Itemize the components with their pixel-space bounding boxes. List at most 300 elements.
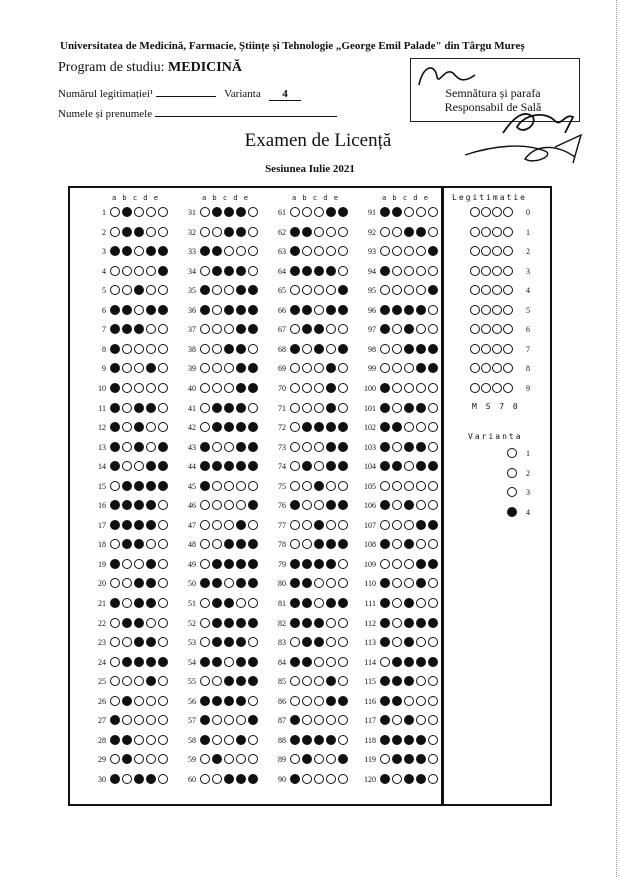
answer-bubble[interactable] (290, 559, 300, 569)
answer-bubble[interactable] (248, 735, 258, 745)
answer-bubble[interactable] (416, 442, 426, 452)
answer-bubble[interactable] (290, 207, 300, 217)
answer-bubble[interactable] (416, 383, 426, 393)
answer-bubble[interactable] (158, 618, 168, 628)
answer-bubble[interactable] (134, 618, 144, 628)
answer-bubble[interactable] (314, 403, 324, 413)
answer-bubble[interactable] (146, 774, 156, 784)
answer-bubble[interactable] (392, 774, 402, 784)
answer-bubble[interactable] (302, 481, 312, 491)
legitimation-bubble[interactable] (492, 324, 502, 334)
answer-bubble[interactable] (122, 559, 132, 569)
legitimation-bubble[interactable] (481, 344, 491, 354)
legitimation-bubble[interactable] (481, 227, 491, 237)
answer-bubble[interactable] (416, 344, 426, 354)
answer-bubble[interactable] (236, 481, 246, 491)
answer-bubble[interactable] (212, 422, 222, 432)
answer-bubble[interactable] (392, 657, 402, 667)
answer-bubble[interactable] (302, 383, 312, 393)
answer-bubble[interactable] (416, 403, 426, 413)
answer-bubble[interactable] (110, 207, 120, 217)
answer-bubble[interactable] (416, 305, 426, 315)
answer-bubble[interactable] (224, 618, 234, 628)
answer-bubble[interactable] (404, 344, 414, 354)
answer-bubble[interactable] (122, 442, 132, 452)
answer-bubble[interactable] (158, 227, 168, 237)
answer-bubble[interactable] (380, 657, 390, 667)
answer-bubble[interactable] (338, 305, 348, 315)
legitimation-bubble[interactable] (503, 207, 513, 217)
answer-bubble[interactable] (122, 344, 132, 354)
answer-bubble[interactable] (134, 383, 144, 393)
answer-bubble[interactable] (122, 618, 132, 628)
legitimation-bubble[interactable] (492, 344, 502, 354)
answer-bubble[interactable] (200, 735, 210, 745)
answer-bubble[interactable] (236, 383, 246, 393)
answer-bubble[interactable] (110, 383, 120, 393)
answer-bubble[interactable] (404, 735, 414, 745)
answer-bubble[interactable] (122, 305, 132, 315)
answer-bubble[interactable] (146, 598, 156, 608)
answer-bubble[interactable] (338, 735, 348, 745)
answer-bubble[interactable] (392, 266, 402, 276)
answer-bubble[interactable] (428, 344, 438, 354)
legitimation-bubble[interactable] (503, 285, 513, 295)
answer-bubble[interactable] (428, 774, 438, 784)
answer-bubble[interactable] (200, 696, 210, 706)
answer-bubble[interactable] (416, 559, 426, 569)
legitimation-bubble[interactable] (481, 285, 491, 295)
answer-bubble[interactable] (392, 305, 402, 315)
legitimation-bubble[interactable] (470, 246, 480, 256)
answer-bubble[interactable] (134, 207, 144, 217)
answer-bubble[interactable] (212, 207, 222, 217)
answer-bubble[interactable] (338, 227, 348, 237)
answer-bubble[interactable] (302, 344, 312, 354)
answer-bubble[interactable] (110, 442, 120, 452)
answer-bubble[interactable] (146, 696, 156, 706)
answer-bubble[interactable] (134, 266, 144, 276)
answer-bubble[interactable] (212, 266, 222, 276)
answer-bubble[interactable] (338, 657, 348, 667)
answer-bubble[interactable] (404, 442, 414, 452)
answer-bubble[interactable] (428, 442, 438, 452)
answer-bubble[interactable] (248, 266, 258, 276)
legitimation-bubble[interactable] (481, 305, 491, 315)
answer-bubble[interactable] (200, 227, 210, 237)
answer-bubble[interactable] (110, 735, 120, 745)
answer-bubble[interactable] (302, 618, 312, 628)
legitimation-bubble[interactable] (503, 246, 513, 256)
answer-bubble[interactable] (326, 227, 336, 237)
answer-bubble[interactable] (428, 735, 438, 745)
legitimation-bubble[interactable] (470, 266, 480, 276)
answer-bubble[interactable] (212, 305, 222, 315)
legitimation-bubble[interactable] (470, 363, 480, 373)
answer-bubble[interactable] (326, 520, 336, 530)
answer-bubble[interactable] (302, 305, 312, 315)
answer-bubble[interactable] (224, 598, 234, 608)
legitimation-bubble[interactable] (470, 207, 480, 217)
answer-bubble[interactable] (392, 442, 402, 452)
answer-bubble[interactable] (380, 481, 390, 491)
answer-bubble[interactable] (290, 442, 300, 452)
answer-bubble[interactable] (302, 442, 312, 452)
answer-bubble[interactable] (302, 559, 312, 569)
answer-bubble[interactable] (326, 598, 336, 608)
legitimation-bubble[interactable] (492, 363, 502, 373)
answer-bubble[interactable] (314, 305, 324, 315)
answer-bubble[interactable] (392, 618, 402, 628)
answer-bubble[interactable] (380, 520, 390, 530)
answer-bubble[interactable] (236, 403, 246, 413)
answer-bubble[interactable] (404, 598, 414, 608)
answer-bubble[interactable] (392, 559, 402, 569)
answer-bubble[interactable] (236, 774, 246, 784)
answer-bubble[interactable] (224, 344, 234, 354)
variant-bubble[interactable] (507, 487, 517, 497)
answer-bubble[interactable] (122, 520, 132, 530)
answer-bubble[interactable] (302, 598, 312, 608)
answer-bubble[interactable] (134, 657, 144, 667)
answer-bubble[interactable] (326, 559, 336, 569)
answer-bubble[interactable] (380, 422, 390, 432)
answer-bubble[interactable] (146, 618, 156, 628)
answer-bubble[interactable] (380, 618, 390, 628)
answer-bubble[interactable] (134, 696, 144, 706)
answer-bubble[interactable] (134, 344, 144, 354)
answer-bubble[interactable] (428, 383, 438, 393)
answer-bubble[interactable] (290, 403, 300, 413)
answer-bubble[interactable] (110, 520, 120, 530)
legitimation-bubble[interactable] (481, 266, 491, 276)
answer-bubble[interactable] (146, 207, 156, 217)
answer-bubble[interactable] (134, 481, 144, 491)
legitimation-bubble[interactable] (470, 324, 480, 334)
answer-bubble[interactable] (200, 344, 210, 354)
answer-bubble[interactable] (200, 207, 210, 217)
answer-bubble[interactable] (134, 442, 144, 452)
answer-bubble[interactable] (290, 696, 300, 706)
answer-bubble[interactable] (248, 598, 258, 608)
answer-bubble[interactable] (224, 657, 234, 667)
answer-bubble[interactable] (212, 481, 222, 491)
answer-bubble[interactable] (290, 481, 300, 491)
answer-bubble[interactable] (212, 442, 222, 452)
answer-bubble[interactable] (158, 442, 168, 452)
answer-bubble[interactable] (428, 618, 438, 628)
answer-bubble[interactable] (122, 598, 132, 608)
legitimation-bubble[interactable] (470, 227, 480, 237)
answer-bubble[interactable] (224, 442, 234, 452)
answer-bubble[interactable] (236, 598, 246, 608)
answer-bubble[interactable] (380, 598, 390, 608)
legitimation-bubble[interactable] (503, 383, 513, 393)
answer-bubble[interactable] (200, 403, 210, 413)
answer-bubble[interactable] (290, 774, 300, 784)
answer-bubble[interactable] (314, 442, 324, 452)
answer-bubble[interactable] (224, 383, 234, 393)
answer-bubble[interactable] (146, 442, 156, 452)
answer-bubble[interactable] (380, 559, 390, 569)
answer-bubble[interactable] (302, 266, 312, 276)
answer-bubble[interactable] (146, 559, 156, 569)
answer-bubble[interactable] (122, 696, 132, 706)
variant-field[interactable]: 4 (269, 88, 301, 101)
answer-bubble[interactable] (224, 735, 234, 745)
answer-bubble[interactable] (392, 344, 402, 354)
answer-bubble[interactable] (302, 403, 312, 413)
answer-bubble[interactable] (134, 403, 144, 413)
answer-bubble[interactable] (392, 227, 402, 237)
answer-bubble[interactable] (158, 266, 168, 276)
answer-bubble[interactable] (248, 481, 258, 491)
answer-bubble[interactable] (236, 227, 246, 237)
answer-bubble[interactable] (212, 774, 222, 784)
answer-bubble[interactable] (224, 422, 234, 432)
answer-bubble[interactable] (416, 422, 426, 432)
answer-bubble[interactable] (146, 481, 156, 491)
answer-bubble[interactable] (146, 422, 156, 432)
answer-bubble[interactable] (338, 774, 348, 784)
answer-bubble[interactable] (380, 344, 390, 354)
answer-bubble[interactable] (380, 774, 390, 784)
answer-bubble[interactable] (326, 735, 336, 745)
answer-bubble[interactable] (248, 403, 258, 413)
answer-bubble[interactable] (248, 422, 258, 432)
answer-bubble[interactable] (380, 266, 390, 276)
answer-bubble[interactable] (290, 735, 300, 745)
answer-bubble[interactable] (146, 266, 156, 276)
variant-bubble[interactable] (507, 507, 517, 517)
answer-bubble[interactable] (416, 696, 426, 706)
answer-bubble[interactable] (146, 657, 156, 667)
answer-bubble[interactable] (416, 598, 426, 608)
answer-bubble[interactable] (158, 559, 168, 569)
answer-bubble[interactable] (224, 207, 234, 217)
answer-bubble[interactable] (428, 266, 438, 276)
legitimation-bubble[interactable] (503, 305, 513, 315)
answer-bubble[interactable] (224, 227, 234, 237)
answer-bubble[interactable] (122, 422, 132, 432)
answer-bubble[interactable] (428, 422, 438, 432)
answer-bubble[interactable] (248, 442, 258, 452)
answer-bubble[interactable] (212, 657, 222, 667)
legitimation-bubble[interactable] (492, 227, 502, 237)
answer-bubble[interactable] (134, 598, 144, 608)
answer-bubble[interactable] (200, 559, 210, 569)
answer-bubble[interactable] (416, 618, 426, 628)
answer-bubble[interactable] (158, 696, 168, 706)
answer-bubble[interactable] (290, 266, 300, 276)
answer-bubble[interactable] (338, 383, 348, 393)
answer-bubble[interactable] (338, 266, 348, 276)
answer-bubble[interactable] (248, 227, 258, 237)
variant-bubble[interactable] (507, 448, 517, 458)
answer-bubble[interactable] (380, 227, 390, 237)
answer-bubble[interactable] (302, 774, 312, 784)
answer-bubble[interactable] (158, 383, 168, 393)
answer-bubble[interactable] (110, 657, 120, 667)
answer-bubble[interactable] (326, 657, 336, 667)
answer-bubble[interactable] (236, 422, 246, 432)
answer-bubble[interactable] (146, 305, 156, 315)
answer-bubble[interactable] (200, 657, 210, 667)
answer-bubble[interactable] (416, 227, 426, 237)
answer-bubble[interactable] (404, 774, 414, 784)
answer-bubble[interactable] (200, 598, 210, 608)
answer-bubble[interactable] (158, 305, 168, 315)
answer-bubble[interactable] (110, 618, 120, 628)
answer-bubble[interactable] (302, 422, 312, 432)
answer-bubble[interactable] (302, 657, 312, 667)
answer-bubble[interactable] (428, 598, 438, 608)
answer-bubble[interactable] (200, 266, 210, 276)
answer-bubble[interactable] (428, 520, 438, 530)
answer-bubble[interactable] (248, 383, 258, 393)
answer-bubble[interactable] (404, 618, 414, 628)
answer-bubble[interactable] (158, 481, 168, 491)
answer-bubble[interactable] (380, 442, 390, 452)
answer-bubble[interactable] (404, 266, 414, 276)
legitimation-bubble[interactable] (503, 363, 513, 373)
answer-bubble[interactable] (158, 520, 168, 530)
answer-bubble[interactable] (302, 227, 312, 237)
answer-bubble[interactable] (326, 344, 336, 354)
answer-bubble[interactable] (248, 207, 258, 217)
answer-bubble[interactable] (134, 305, 144, 315)
answer-bubble[interactable] (224, 481, 234, 491)
answer-bubble[interactable] (302, 696, 312, 706)
legitimation-field[interactable] (156, 96, 216, 97)
answer-bubble[interactable] (314, 696, 324, 706)
answer-bubble[interactable] (122, 207, 132, 217)
answer-bubble[interactable] (248, 344, 258, 354)
legitimation-bubble[interactable] (470, 344, 480, 354)
legitimation-bubble[interactable] (503, 344, 513, 354)
answer-bubble[interactable] (392, 696, 402, 706)
answer-bubble[interactable] (200, 618, 210, 628)
answer-bubble[interactable] (290, 520, 300, 530)
answer-bubble[interactable] (290, 598, 300, 608)
legitimation-bubble[interactable] (481, 207, 491, 217)
name-field[interactable] (155, 116, 337, 117)
legitimation-bubble[interactable] (481, 324, 491, 334)
answer-bubble[interactable] (314, 520, 324, 530)
answer-bubble[interactable] (404, 422, 414, 432)
answer-bubble[interactable] (134, 227, 144, 237)
answer-bubble[interactable] (314, 227, 324, 237)
answer-bubble[interactable] (158, 422, 168, 432)
answer-bubble[interactable] (146, 520, 156, 530)
answer-bubble[interactable] (146, 344, 156, 354)
answer-bubble[interactable] (338, 207, 348, 217)
legitimation-bubble[interactable] (492, 383, 502, 393)
legitimation-bubble[interactable] (481, 363, 491, 373)
answer-bubble[interactable] (122, 735, 132, 745)
answer-bubble[interactable] (326, 774, 336, 784)
legitimation-bubble[interactable] (503, 227, 513, 237)
legitimation-bubble[interactable] (492, 305, 502, 315)
answer-bubble[interactable] (110, 227, 120, 237)
answer-bubble[interactable] (290, 422, 300, 432)
answer-bubble[interactable] (200, 774, 210, 784)
answer-bubble[interactable] (326, 422, 336, 432)
answer-bubble[interactable] (404, 696, 414, 706)
answer-bubble[interactable] (290, 383, 300, 393)
answer-bubble[interactable] (416, 735, 426, 745)
answer-bubble[interactable] (338, 618, 348, 628)
answer-bubble[interactable] (392, 207, 402, 217)
answer-bubble[interactable] (416, 481, 426, 491)
answer-bubble[interactable] (392, 383, 402, 393)
answer-bubble[interactable] (200, 422, 210, 432)
answer-bubble[interactable] (158, 207, 168, 217)
answer-bubble[interactable] (224, 559, 234, 569)
answer-bubble[interactable] (380, 207, 390, 217)
legitimation-bubble[interactable] (492, 266, 502, 276)
answer-bubble[interactable] (404, 403, 414, 413)
answer-bubble[interactable] (122, 403, 132, 413)
answer-bubble[interactable] (200, 442, 210, 452)
answer-bubble[interactable] (248, 774, 258, 784)
answer-bubble[interactable] (212, 559, 222, 569)
answer-bubble[interactable] (428, 207, 438, 217)
answer-bubble[interactable] (110, 598, 120, 608)
answer-bubble[interactable] (404, 657, 414, 667)
answer-bubble[interactable] (326, 266, 336, 276)
answer-bubble[interactable] (302, 520, 312, 530)
answer-bubble[interactable] (158, 774, 168, 784)
answer-bubble[interactable] (248, 657, 258, 667)
answer-bubble[interactable] (314, 344, 324, 354)
answer-bubble[interactable] (158, 735, 168, 745)
answer-bubble[interactable] (338, 422, 348, 432)
answer-bubble[interactable] (428, 559, 438, 569)
answer-bubble[interactable] (134, 520, 144, 530)
answer-bubble[interactable] (200, 481, 210, 491)
answer-bubble[interactable] (428, 227, 438, 237)
answer-bubble[interactable] (404, 305, 414, 315)
answer-bubble[interactable] (326, 442, 336, 452)
answer-bubble[interactable] (248, 559, 258, 569)
answer-bubble[interactable] (146, 403, 156, 413)
answer-bubble[interactable] (110, 696, 120, 706)
answer-bubble[interactable] (200, 383, 210, 393)
variant-bubble[interactable] (507, 468, 517, 478)
answer-bubble[interactable] (248, 305, 258, 315)
answer-bubble[interactable] (290, 657, 300, 667)
answer-bubble[interactable] (236, 696, 246, 706)
answer-bubble[interactable] (314, 559, 324, 569)
answer-bubble[interactable] (122, 481, 132, 491)
legitimation-bubble[interactable] (503, 266, 513, 276)
answer-bubble[interactable] (314, 598, 324, 608)
answer-bubble[interactable] (158, 344, 168, 354)
answer-bubble[interactable] (212, 227, 222, 237)
legitimation-bubble[interactable] (492, 285, 502, 295)
answer-bubble[interactable] (314, 266, 324, 276)
legitimation-bubble[interactable] (492, 207, 502, 217)
answer-bubble[interactable] (236, 266, 246, 276)
answer-bubble[interactable] (380, 735, 390, 745)
answer-bubble[interactable] (404, 481, 414, 491)
answer-bubble[interactable] (428, 481, 438, 491)
answer-bubble[interactable] (338, 403, 348, 413)
answer-bubble[interactable] (290, 305, 300, 315)
answer-bubble[interactable] (416, 520, 426, 530)
answer-bubble[interactable] (224, 774, 234, 784)
